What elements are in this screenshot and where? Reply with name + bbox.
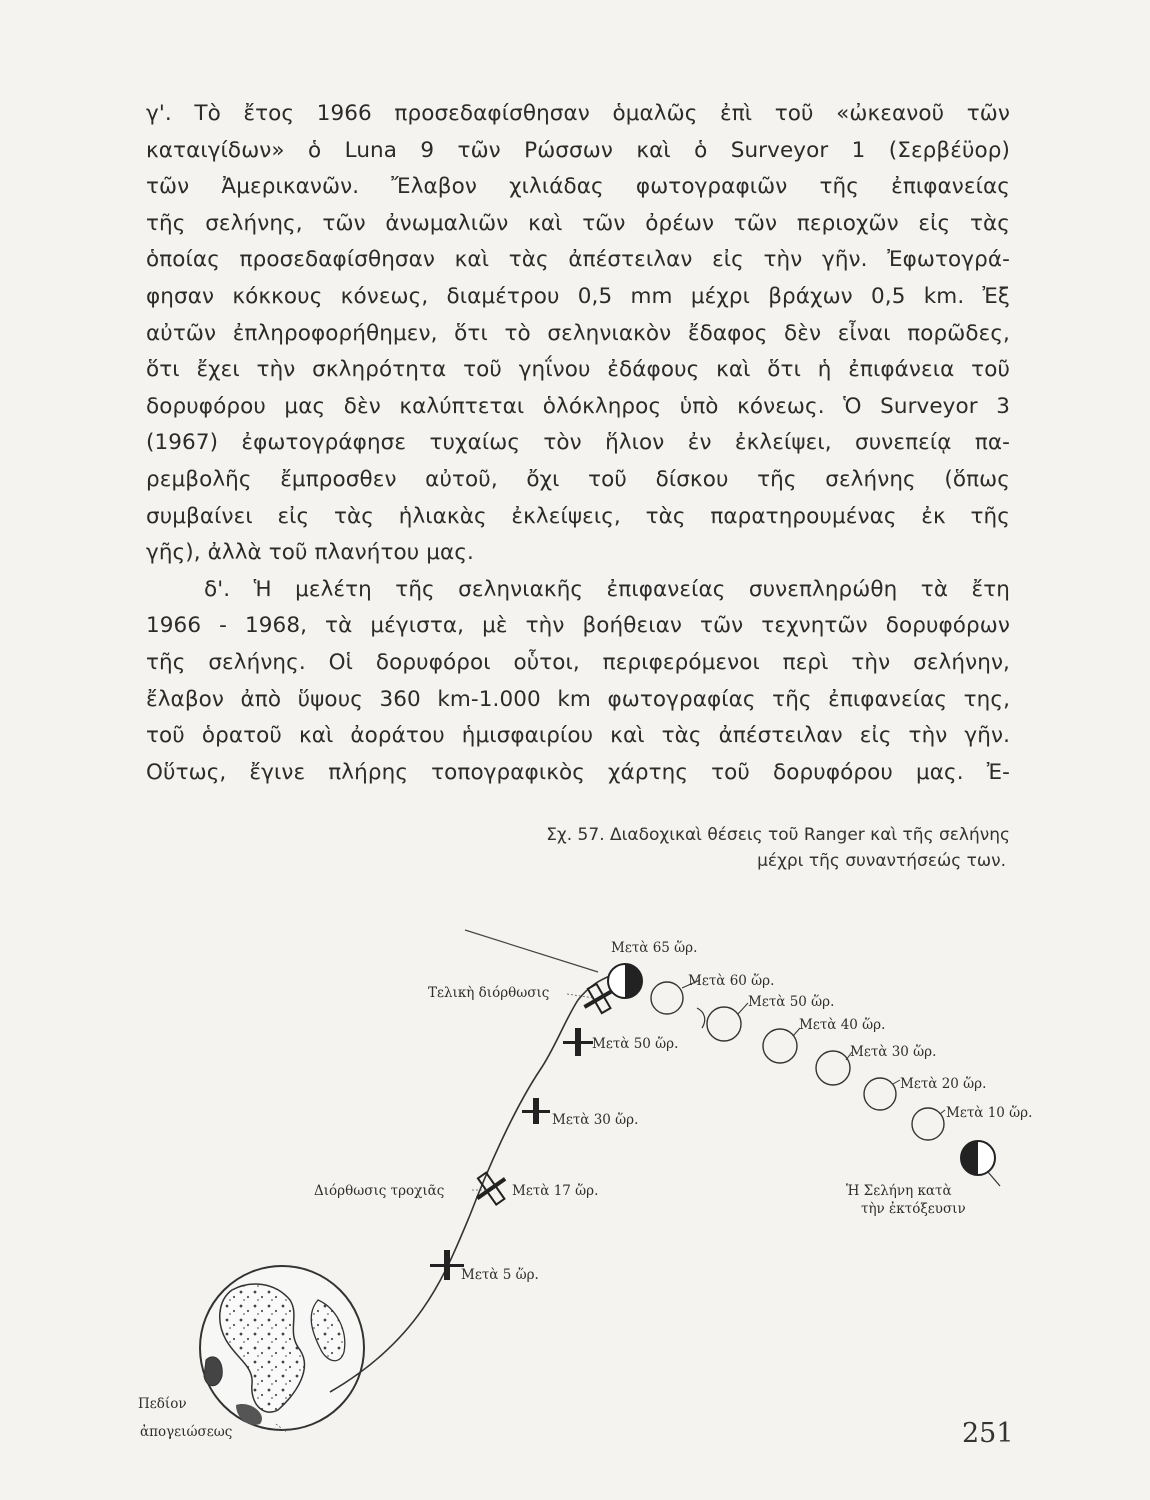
moon-label-65h: Μετὰ 65 ὥρ. bbox=[611, 940, 698, 956]
moon-label-30h: Μετὰ 30 ὥρ. bbox=[850, 1044, 937, 1060]
text-line: τῶν Ἀμερικανῶν. Ἔλαβον χιλιάδας φωτογραφιῶν τῆς ἐπιφανείας bbox=[146, 174, 1010, 200]
moon-label-60h: Μετὰ 60 ὥρ. bbox=[688, 973, 775, 989]
ranger-30h-icon bbox=[522, 1098, 550, 1124]
moon-30h bbox=[816, 1051, 850, 1085]
final-correction-label: Τελικὴ διόρθωσις bbox=[428, 985, 550, 1001]
launch-site-label-line1: Πεδίον bbox=[138, 1396, 187, 1412]
moon-65h bbox=[608, 964, 642, 998]
text-line: Οὕτως, ἔγινε πλήρης τοπογραφικὸς χάρτης τοῦ δορυφόρου μας. Ἐ- bbox=[146, 759, 1010, 785]
caption-line: Σχ. 57. Διαδοχικαὶ θέσεις τοῦ Ranger καὶ τῆς σελήνης bbox=[546, 825, 1010, 845]
text-line: αὐτῶν ἐπληροφορήθημεν, ὅτι τὸ σεληνιακὸν ἔδαφος δὲν εἶναι πορῶδες, bbox=[146, 320, 1010, 346]
page-number: 251 bbox=[962, 1418, 1014, 1449]
text-line: (1967) ἐφωτογράφησε τυχαίως τὸν ἥλιον ἐν ἐκλείψει, συνεπείᾳ πα- bbox=[146, 430, 1010, 456]
text-line: καταιγίδων» ὁ Luna 9 τῶν Ρώσσων καὶ ὁ Surveyor 1 (Σερβέϋορ) bbox=[146, 137, 1010, 163]
approach-line bbox=[465, 930, 598, 972]
launch-site-label-line2: ἀπογειώσεως bbox=[140, 1424, 233, 1440]
moon-50h bbox=[707, 1007, 741, 1041]
ranger-5h-icon bbox=[430, 1250, 464, 1280]
text-line: δορυφόρου μας δὲν καλύπτεται ὁλόκληρος ὑπὸ κόνεως. Ὁ Surveyor 3 bbox=[146, 393, 1010, 419]
text-line: ἔλαβον ἀπὸ ὕψους 360 km-1.000 km φωτογραφίας τῆς ἐπιφανείας της, bbox=[146, 686, 1010, 712]
text-line: φησαν κόκκους κόνεως, διαμέτρου 0,5 mm μέχρι βράχων 0,5 km. Ἐξ bbox=[146, 283, 1010, 309]
moon-label-50h: Μετὰ 50 ὥρ. bbox=[748, 994, 835, 1010]
ranger-label-30h: Μετὰ 30 ὥρ. bbox=[552, 1112, 639, 1128]
moon-label-10h: Μετὰ 10 ὥρ. bbox=[946, 1105, 1033, 1121]
text-line: γῆς), ἀλλὰ τοῦ πλανήτου μας. bbox=[146, 540, 474, 566]
text-line: ρεμβολῆς ἔμπροσθεν αὐτοῦ, ὄχι τοῦ δίσκου τῆς σελήνης (ὅπως bbox=[146, 466, 1010, 492]
moon-label-40h: Μετὰ 40 ὥρ. bbox=[799, 1017, 886, 1033]
text-line: ὁποίας προσεδαφίσθησαν καὶ τὰς ἀπέστειλαν εἰς τὴν γῆν. Ἐφωτογρά- bbox=[146, 247, 1010, 273]
moon-60h bbox=[651, 982, 683, 1014]
ranger-label-17h: Μετὰ 17 ὥρ. bbox=[512, 1183, 599, 1199]
ranger-label-50h: Μετὰ 50 ὥρ. bbox=[592, 1036, 679, 1052]
ranger-17h-icon bbox=[468, 1166, 514, 1212]
moon-at-launch bbox=[961, 1141, 1000, 1186]
moon-launch-label-line1: Ἡ Σελήνη κατὰ bbox=[846, 1183, 952, 1199]
text-line: ὅτι ἔχει τὴν σκληρότητα τοῦ γηΐνου ἐδάφους καὶ ὅτι ἡ ἐπιφάνεια τοῦ bbox=[146, 357, 1010, 383]
moon-40h bbox=[763, 1029, 797, 1063]
text-line: τῆς σελήνης. Οἱ δορυφόροι οὗτοι, περιφερόμενοι περὶ τὴν σελήνην, bbox=[146, 649, 1010, 675]
text-line: τῆς σελήνης, τῶν ἀνωμαλιῶν καὶ τῶν ὀρέων τῶν περιοχῶν εἰς τὰς bbox=[146, 210, 1010, 236]
text-line: συμβαίνει εἰς τὰς ἡλιακὰς ἐκλείψεις, τὰς παρατηρουμένας ἐκ τῆς bbox=[146, 503, 1010, 529]
caption-line: μέχρι τῆς συναντήσεώς των. bbox=[757, 851, 1006, 871]
moon-20h bbox=[864, 1078, 896, 1110]
text-line: δ'. Ἡ μελέτη τῆς σεληνιακῆς ἐπιφανείας συνεπληρώθη τὰ ἔτη bbox=[204, 576, 1010, 602]
moon-10h bbox=[912, 1108, 944, 1140]
moon-launch-label-line2: τὴν ἐκτόξευσιν bbox=[861, 1201, 966, 1217]
ranger-50h-icon bbox=[563, 1028, 593, 1056]
text-line: 1966 - 1968, τὰ μέγιστα, μὲ τὴν βοήθειαν τῶν τεχνητῶν δορυφόρων bbox=[146, 613, 1010, 639]
text-line: γ'. Τὸ ἔτος 1966 προσεδαφίσθησαν ὁμαλῶς ἐπὶ τοῦ «ὠκεανοῦ τῶν bbox=[146, 101, 1010, 126]
earth-globe bbox=[200, 1266, 364, 1430]
ranger-label-5h: Μετὰ 5 ὥρ. bbox=[461, 1267, 539, 1283]
course-correction-label: Διόρθωσις τροχιᾶς bbox=[314, 1183, 445, 1199]
text-line: τοῦ ὁρατοῦ καὶ ἀοράτου ἡμισφαιρίου καὶ τὰς ἀπέστειλαν εἰς τὴν γῆν. bbox=[146, 723, 1010, 749]
moon-label-20h: Μετὰ 20 ὥρ. bbox=[900, 1076, 987, 1092]
